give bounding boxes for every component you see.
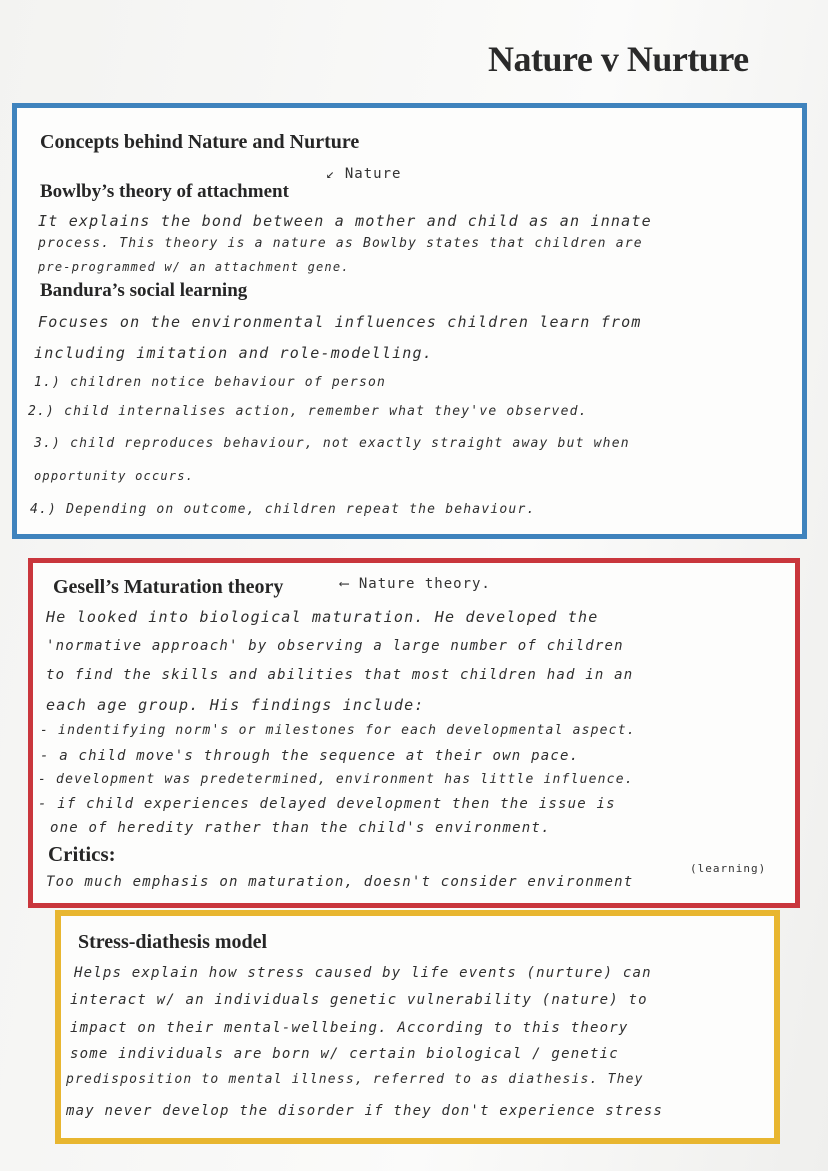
gesell-line: - development was predetermined, environment has little influence. (38, 772, 634, 787)
gesell-line: 'normative approach' by observing a large number of children (46, 638, 624, 654)
gesell-line: one of heredity rather than the child's environment. (50, 820, 551, 836)
gesell-heading: Gesell’s Maturation theory (53, 576, 284, 598)
bandura-heading: Bandura’s social learning (40, 280, 248, 301)
bandura-line: 1.) children notice behaviour of person (34, 375, 387, 390)
critics-line: Too much emphasis on maturation, doesn't consider environment (46, 874, 634, 890)
gesell-line: - a child move's through the sequence at their own pace. (40, 748, 580, 764)
stress-line: Helps explain how stress caused by life events (nurture) can (74, 965, 652, 981)
bandura-line: opportunity occurs. (34, 469, 195, 483)
gesell-line: to find the skills and abilities that most children had in an (46, 667, 634, 683)
bandura-line: 4.) Depending on outcome, children repeat the behaviour. (30, 502, 536, 517)
stress-line: interact w/ an individuals genetic vulnerability (nature) to (70, 992, 648, 1008)
bandura-line: 3.) child reproduces behaviour, not exactly straight away but when (34, 436, 630, 451)
gesell-line: - if child experiences delayed development then the issue is (38, 796, 616, 812)
stress-diathesis-heading: Stress-diathesis model (78, 931, 268, 953)
concepts-heading: Concepts behind Nature and Nurture (40, 131, 360, 153)
bowlby-line: pre-programmed w/ an attachment gene. (38, 260, 350, 274)
page-title: Nature v Nurture (488, 39, 749, 79)
gesell-line: each age group. His findings include: (46, 696, 425, 714)
bandura-line: 2.) child internalises action, remember what they've observed. (28, 404, 588, 419)
bowlby-nature-note: ↙ Nature (326, 166, 402, 182)
critics-heading: Critics: (48, 842, 116, 866)
bandura-line: including imitation and role-modelling. (34, 344, 433, 362)
bandura-line: Focuses on the environmental influences children learn from (38, 313, 642, 331)
stress-line: may never develop the disorder if they don't experience stress (66, 1103, 663, 1119)
gesell-line: He looked into biological maturation. He developed the (46, 608, 599, 626)
stress-line: some individuals are born w/ certain biological / genetic (70, 1046, 619, 1062)
bowlby-heading: Bowlby’s theory of attachment (40, 181, 289, 202)
bowlby-line: It explains the bond between a mother and child as an innate (38, 212, 652, 230)
gesell-line: - indentifying norm's or milestones for each developmental aspect. (40, 723, 636, 738)
stress-line: impact on their mental-wellbeing. According to this theory (70, 1020, 629, 1036)
stress-line: predisposition to mental illness, referred to as diathesis. They (66, 1072, 644, 1087)
bowlby-line: process. This theory is a nature as Bowlby states that children are (38, 236, 643, 251)
critics-note: (learning) (690, 862, 767, 875)
gesell-nature-note: ⟵ Nature theory. (340, 576, 491, 592)
